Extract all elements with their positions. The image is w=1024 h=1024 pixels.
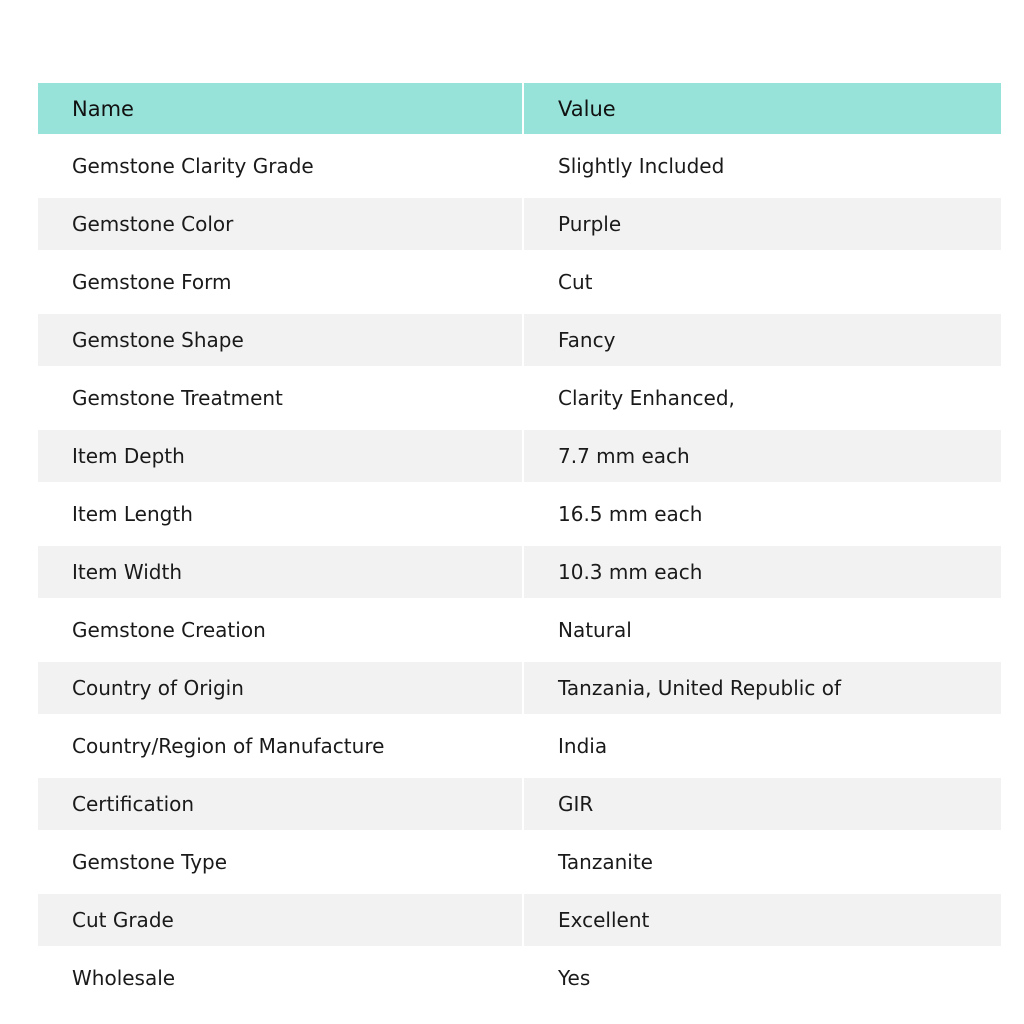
table-row <box>38 598 1001 662</box>
row-value-cell: 16.5 mm each <box>523 482 1001 546</box>
row-value-cell: Yes <box>523 946 1001 1010</box>
row-value-cell: Fancy <box>523 314 1001 366</box>
row-name-cell: Item Width <box>38 546 523 598</box>
row-value-cell: Clarity Enhanced, <box>523 366 1001 430</box>
row-name-cell: Gemstone Shape <box>38 314 523 366</box>
table-row <box>38 250 1001 314</box>
row-value-cell: 7.7 mm each <box>523 430 1001 482</box>
table-row <box>38 946 1001 1010</box>
row-value-cell: Tanzania, United Republic of <box>523 662 1001 714</box>
column-header-name: Name <box>38 83 523 134</box>
row-value-cell: India <box>523 714 1001 778</box>
table-header <box>38 83 1001 134</box>
row-value-cell: GIR <box>523 778 1001 830</box>
row-value-cell: Natural <box>523 598 1001 662</box>
item-specifics-table <box>38 83 1001 1010</box>
table-row <box>38 314 1001 366</box>
table-row <box>38 366 1001 430</box>
row-name-cell: Country of Origin <box>38 662 523 714</box>
row-name-cell: Gemstone Form <box>38 250 523 314</box>
table-header-row <box>38 83 1001 134</box>
row-value-cell: Excellent <box>523 894 1001 946</box>
table-row <box>38 714 1001 778</box>
table-row <box>38 662 1001 714</box>
row-name-cell: Country/Region of Manufacture <box>38 714 523 778</box>
table-row <box>38 894 1001 946</box>
row-name-cell: Gemstone Creation <box>38 598 523 662</box>
table-row <box>38 430 1001 482</box>
row-name-cell: Item Length <box>38 482 523 546</box>
table-row <box>38 134 1001 198</box>
row-name-cell: Certification <box>38 778 523 830</box>
column-header-value: Value <box>523 83 1001 134</box>
row-name-cell: Cut Grade <box>38 894 523 946</box>
row-value-cell: 10.3 mm each <box>523 546 1001 598</box>
row-name-cell: Gemstone Clarity Grade <box>38 134 523 198</box>
row-name-cell: Item Depth <box>38 430 523 482</box>
table-row <box>38 482 1001 546</box>
table-body <box>38 134 1001 1010</box>
row-value-cell: Slightly Included <box>523 134 1001 198</box>
row-name-cell: Wholesale <box>38 946 523 1010</box>
row-value-cell: Tanzanite <box>523 830 1001 894</box>
table-row <box>38 198 1001 250</box>
table-row <box>38 546 1001 598</box>
row-name-cell: Gemstone Type <box>38 830 523 894</box>
table-row <box>38 778 1001 830</box>
table-row <box>38 830 1001 894</box>
row-value-cell: Cut <box>523 250 1001 314</box>
row-value-cell: Purple <box>523 198 1001 250</box>
row-name-cell: Gemstone Color <box>38 198 523 250</box>
row-name-cell: Gemstone Treatment <box>38 366 523 430</box>
